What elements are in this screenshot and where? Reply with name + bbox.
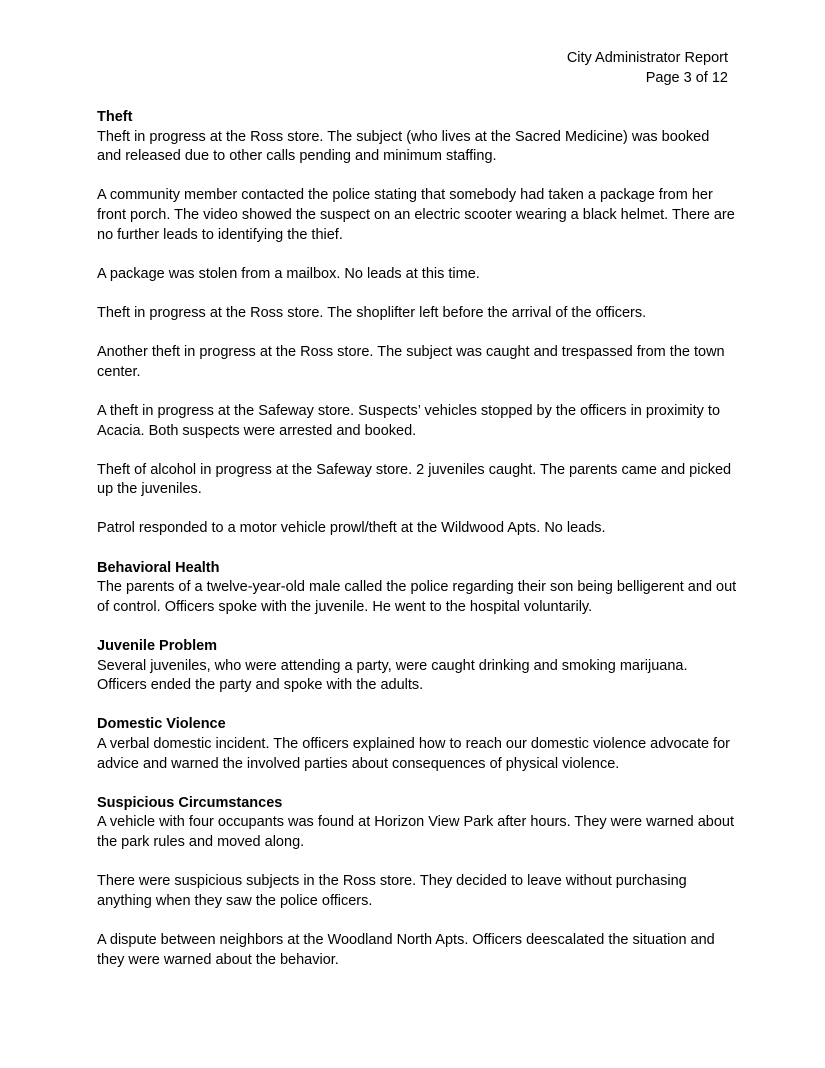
section-domestic-violence xyxy=(97,715,737,774)
paragraph: Theft of alcohol in progress at the Safeway store. 2 juveniles caught. The parents came and picked up the juveniles. xyxy=(97,461,732,498)
section-behavioral-health xyxy=(97,559,737,618)
paragraph: A community member contacted the police stating that somebody had taken a package from her front porch. The video showed the suspect on an electric scooter wearing a black helmet. There are no further leads to identifying the thief. xyxy=(97,187,735,243)
section-juvenile-problem xyxy=(97,637,737,696)
section-heading: Juvenile Problem xyxy=(97,638,218,655)
page-number: Page 3 of 12 xyxy=(645,70,728,86)
paragraph: A vehicle with four occupants was found at Horizon View Park after hours. They were warned about the park rules and moved along. xyxy=(97,814,735,850)
paragraph: Several juveniles, who were attending a party, were caught drinking and smoking marijuana. Officers ended the party and spoke with the adults. xyxy=(97,657,688,694)
paragraph: A package was stolen from a mailbox. No leads at this time. xyxy=(97,265,480,282)
paragraph: A dispute between neighbors at the Woodland North Apts. Officers deescalated the situation and they were warned about the behavior. xyxy=(97,931,715,968)
section-heading: Theft xyxy=(97,109,133,125)
section-suspicious-circumstances xyxy=(97,794,737,970)
section-heading: Domestic Violence xyxy=(97,716,226,733)
section-heading: Suspicious Circumstances xyxy=(97,794,283,811)
page-header xyxy=(567,48,728,88)
paragraph: Theft in progress at the Ross store. The shoplifter left before the arrival of the officers. xyxy=(97,304,647,321)
report-title: City Administrator Report xyxy=(566,50,728,66)
section-theft xyxy=(97,108,737,539)
paragraph: Patrol responded to a motor vehicle prowl/theft at the Wildwood Apts. No leads. xyxy=(97,520,606,537)
paragraph: A theft in progress at the Safeway store. Suspects’ vehicles stopped by the officers in proximity to Acacia. Both suspects were arrested and booked. xyxy=(97,402,721,439)
paragraph: Theft in progress at the Ross store. The subject (who lives at the Sacred Medicine) was booked and released due to other calls pending and minimum staffing. xyxy=(97,128,710,165)
paragraph: The parents of a twelve-year-old male called the police regarding their son being belligerent and out of control. Officers spoke with the juvenile. He went to the hospital voluntarily. xyxy=(97,579,737,615)
paragraph: A verbal domestic incident. The officers explained how to reach our domestic violence advocate for advice and warned the involved parties about consequences of physical violence. xyxy=(97,736,730,772)
section-heading: Behavioral Health xyxy=(97,559,220,576)
report-body xyxy=(97,108,737,990)
paragraph: Another theft in progress at the Ross store. The subject was caught and trespassed from the town center. xyxy=(97,344,725,380)
paragraph: There were suspicious subjects in the Ross store. They decided to leave without purchasing anything when they saw the police officers. xyxy=(97,873,687,909)
